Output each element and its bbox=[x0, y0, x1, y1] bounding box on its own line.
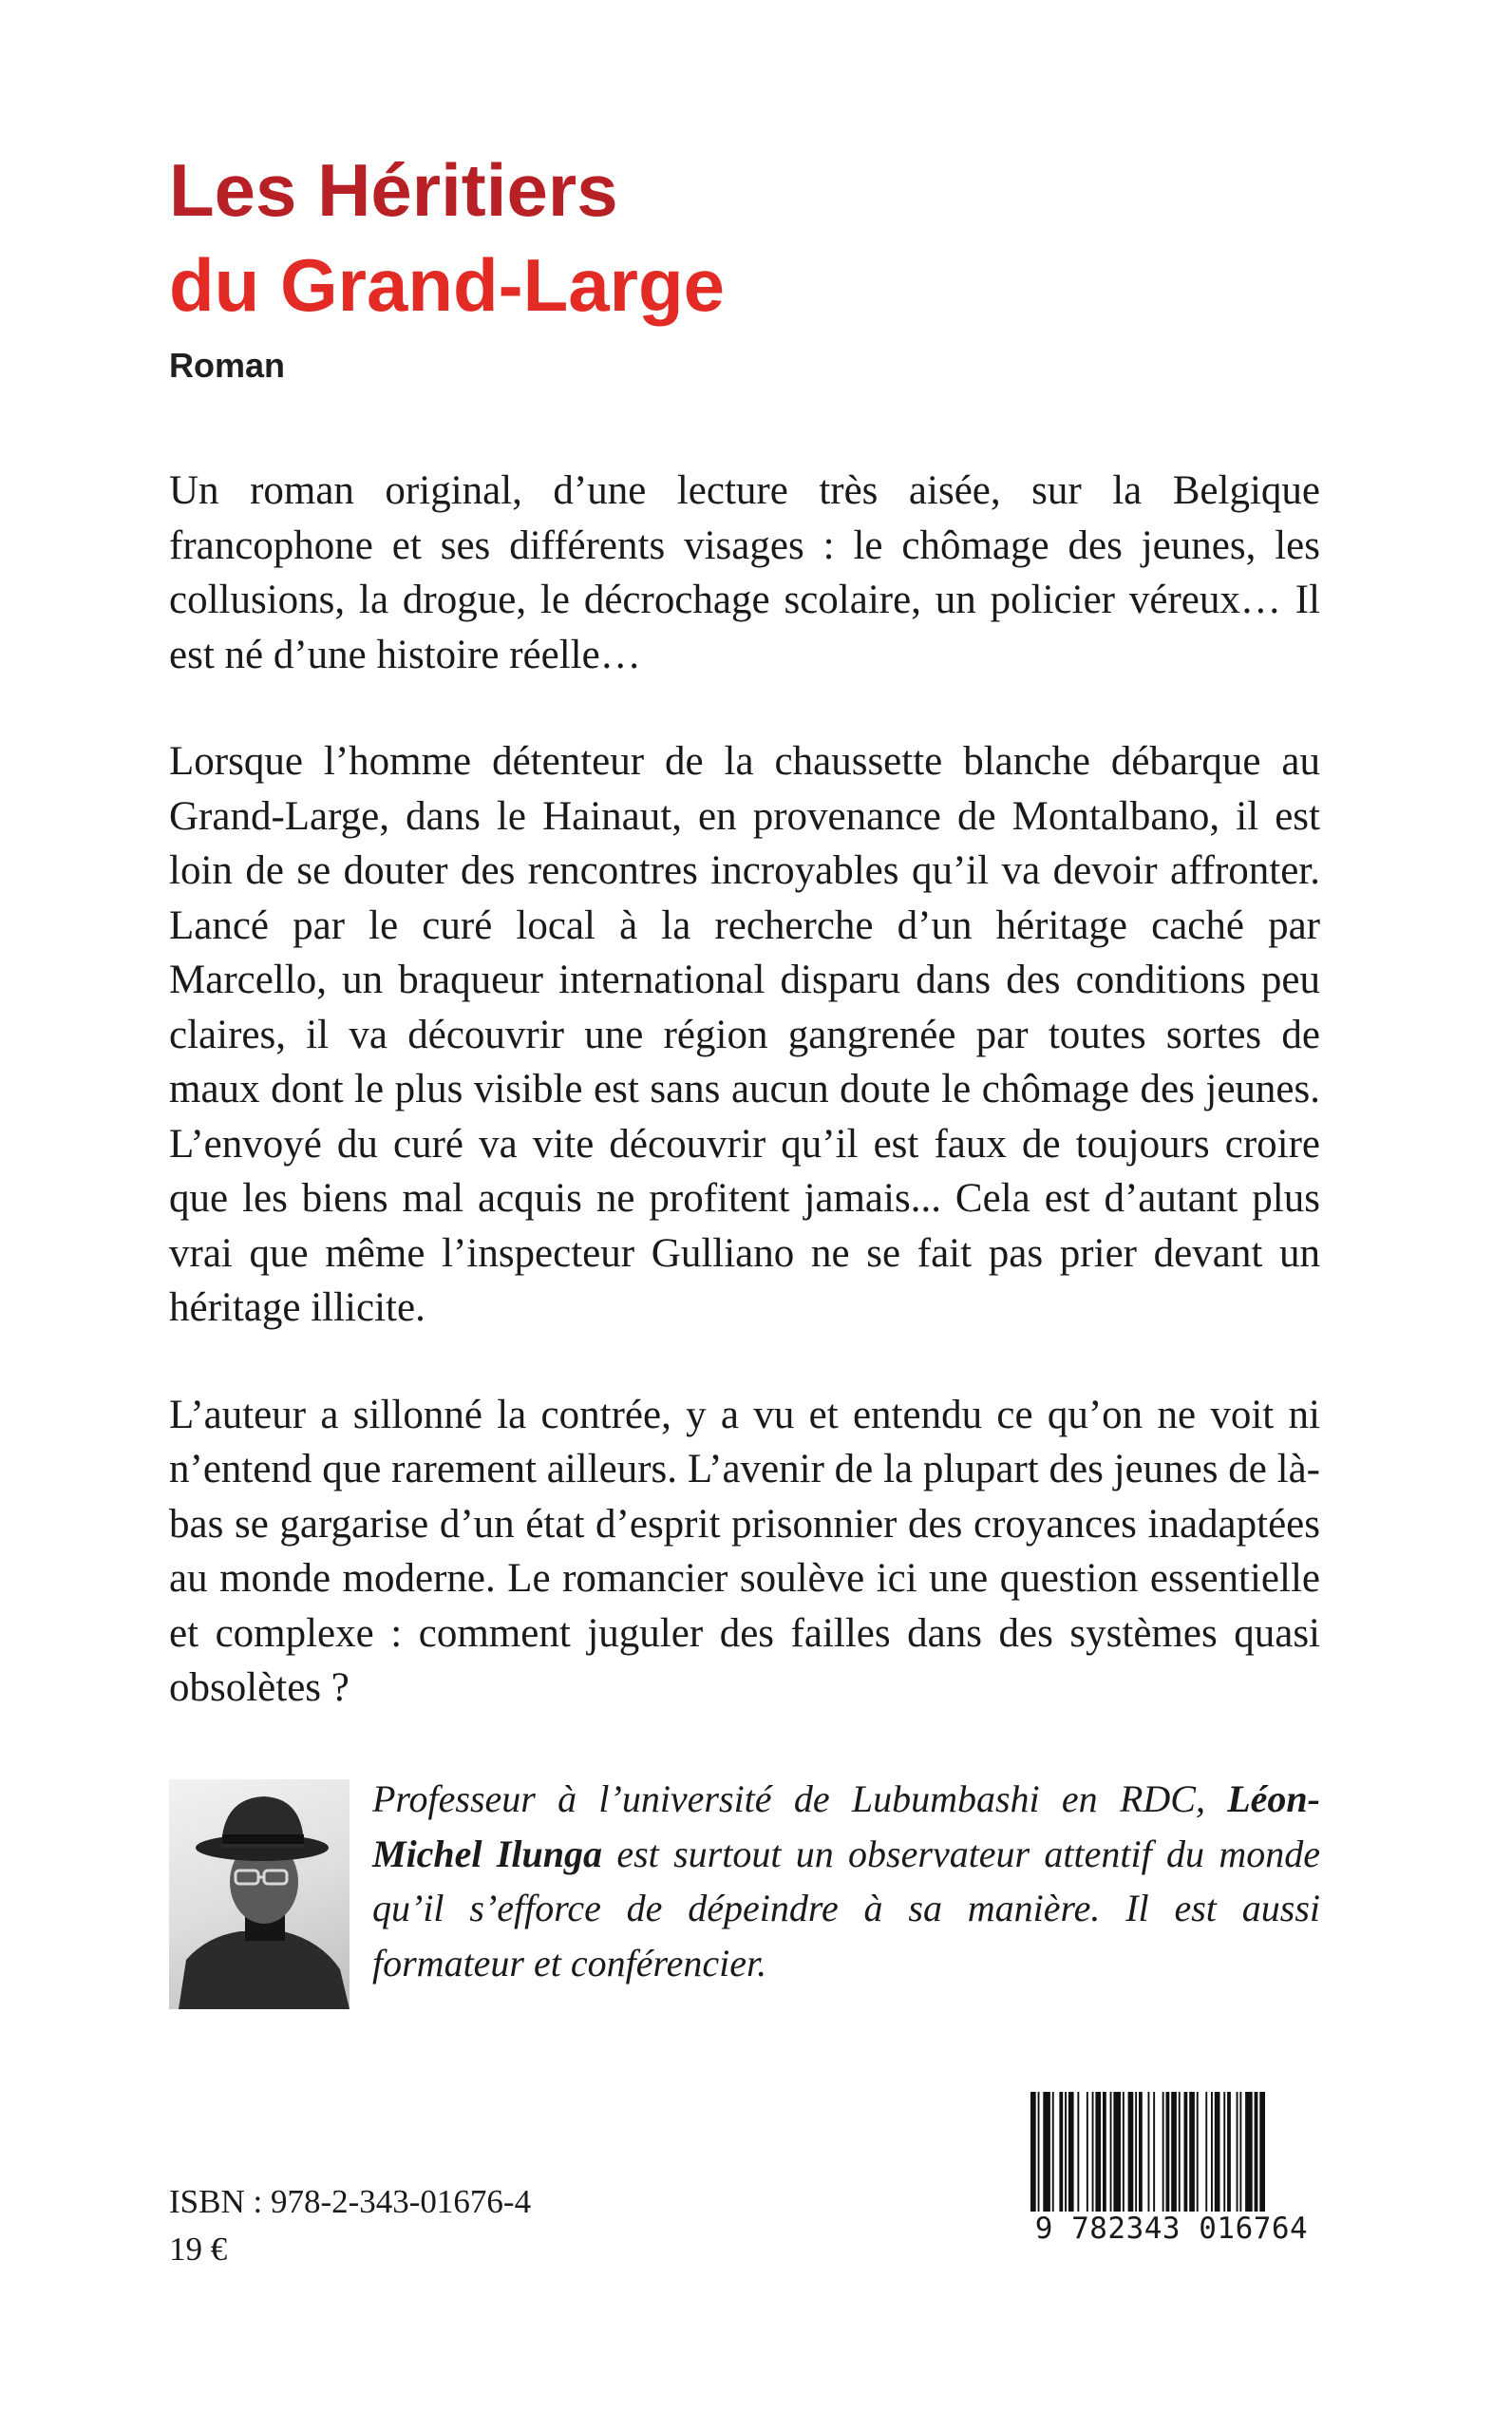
blurb-paragraph-3: L’auteur a sillonné la contrée, y a vu et entendu ce qu’on ne voit ni n’entend que rarement ailleurs. L’avenir de la plupart des jeunes de là-bas se gargarise d’un état d’esprit prisonnier des croyances inadaptées au monde moderne. Le romancier soulève ici une question essentielle et complexe : comment juguler des failles dans des systèmes quasi obsolètes ? bbox=[169, 1392, 1320, 1710]
author-name: Léon-Michel Ilunga bbox=[372, 1777, 1320, 1875]
author-portrait-icon bbox=[169, 1779, 350, 2009]
author-bio-rest: est surtout un observateur attentif du monde qu’il s’efforce de dépeindre à sa manière. Il est aussi formateur et conférencier. bbox=[372, 1832, 1321, 1985]
book-title-line-1: Les Héritiers bbox=[169, 148, 618, 232]
author-photo bbox=[169, 1779, 350, 2009]
blurb-paragraph-1: Un roman original, d’une lecture très aisée, sur la Belgique francophone et ses différents visages : le chômage des jeunes, les collusions, la drogue, le décrochage scolaire, un policier véreux… Il est né d’une histoire réelle… bbox=[169, 468, 1320, 677]
blurb-text bbox=[169, 464, 1320, 1768]
author-bio bbox=[372, 1772, 1320, 1990]
price-text: 19 € bbox=[169, 2231, 228, 2268]
isbn-text: ISBN : 978-2-343-01676-4 bbox=[169, 2183, 532, 2220]
book-title-line-2: du Grand-Large bbox=[169, 243, 726, 327]
author-bio-intro: Professeur à l’université de Lubumbashi en RDC, bbox=[372, 1777, 1228, 1820]
barcode-digits: 9 782343 016764 bbox=[1023, 2212, 1320, 2246]
book-subtitle: Roman bbox=[169, 346, 286, 385]
title-block bbox=[169, 142, 725, 386]
blurb-paragraph-2: Lorsque l’homme détenteur de la chaussette blanche débarque au Grand-Large, dans le Hainaut, en provenance de Montalbano, il est loin de se douter des rencontres incroyables qu’il va devoir affronter. Lancé par le curé local à la recherche d’un héritage caché par Marcello, un braqueur international disparu dans des conditions peu claires, il va découvrir une région gangrenée par toutes sortes de maux dont le plus visible est sans aucun doute le chômage des jeunes. L’envoyé du curé va vite découvrir qu’il est faux de toujours croire que les biens mal acquis ne profitent jamais... Cela est d’autant plus vrai que même l’inspecteur Gulliano ne se fait pas prier devant un héritage illicite. bbox=[169, 739, 1320, 1330]
